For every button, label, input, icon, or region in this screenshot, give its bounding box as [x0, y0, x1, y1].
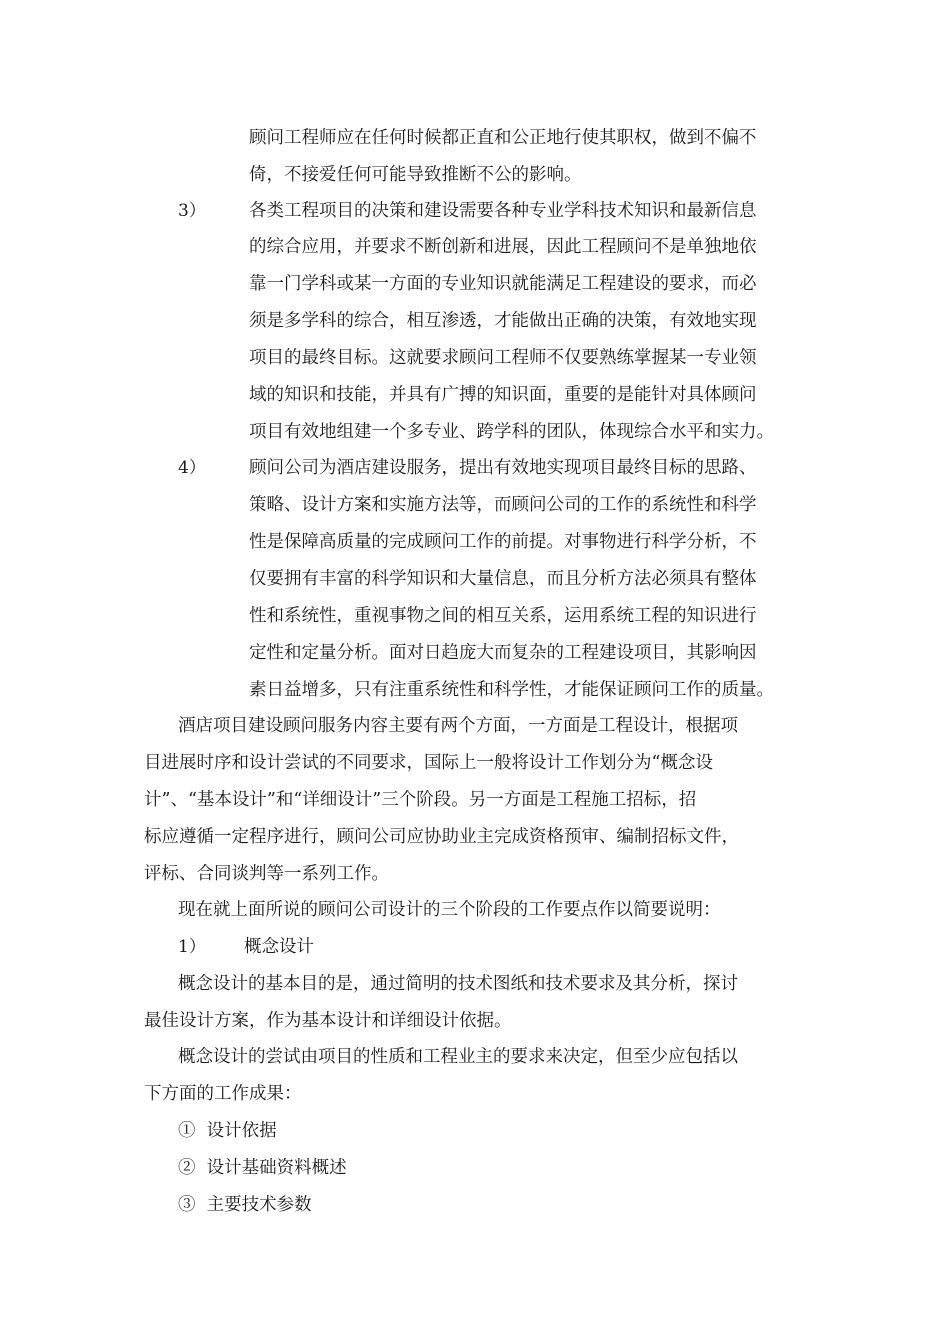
item3-line: 项目有效地组建一个多专业、跨学科的团队，体现综合水平和实力。 — [249, 422, 774, 442]
item4-line: 性是保障高质量的完成顾问工作的前提。对事物进行科学分析，不 — [249, 532, 757, 552]
section1-number: 1） — [178, 937, 206, 957]
item4-line: 素日益增多，只有注重系统性和科学性，才能保证顾问工作的质量。 — [249, 680, 774, 700]
item4-line: 仅要拥有丰富的科学知识和大量信息，而且分析方法必须具有整体 — [249, 569, 757, 589]
item3-line: 的综合应用，并要求不断创新和进展，因此工程顾问不是单独地依 — [249, 237, 757, 257]
item4-line: 性和系统性，重视事物之间的相互关系，运用系统工程的知识进行 — [249, 606, 757, 626]
section1-title: 概念设计 — [244, 937, 314, 957]
item4-line: 定性和定量分析。面对日趋庞大而复杂的工程建设项目，其影响因 — [249, 643, 757, 663]
deliverable-item: ② 设计基础资料概述 — [178, 1158, 347, 1178]
concept-scope-line: 下方面的工作成果： — [144, 1084, 302, 1104]
intro-sentence: 现在就上面所说的顾问公司设计的三个阶段的工作要点作以简要说明： — [178, 900, 721, 920]
item3-number: 3） — [178, 201, 206, 221]
services-paragraph-line: 酒店项目建设顾问服务内容主要有两个方面，一方面是工程设计，根据项 — [178, 716, 738, 736]
item4-number: 4） — [178, 458, 206, 478]
item3-line: 须是多学科的综合，相互渗透，才能做出正确的决策，有效地实现 — [249, 311, 757, 331]
concept-scope-line: 概念设计的尝试由项目的性质和工程业主的要求来决定，但至少应包括以 — [178, 1047, 738, 1067]
item3-line: 靠一门学科或某一方面的专业知识就能满足工程建设的要求，而必 — [249, 274, 757, 294]
item2-line: 倚，不接爱任何可能导致推断不公的影响。 — [249, 165, 582, 185]
services-paragraph-line: 评标、合同谈判等一系列工作。 — [144, 864, 389, 884]
services-paragraph-line: 标应遵循一定程序进行，顾问公司应协助业主完成资格预审、编制招标文件， — [144, 827, 739, 847]
deliverable-item: ③ 主要技术参数 — [178, 1195, 312, 1215]
item3-line: 各类工程项目的决策和建设需要各种专业学科技术知识和最新信息 — [249, 201, 757, 221]
item3-line: 项目的最终目标。这就要求顾问工程师不仅要熟练掌握某一专业领 — [249, 348, 757, 368]
services-paragraph-line: 目进展时序和设计尝试的不同要求，国际上一般将设计工作划分为“概念设 — [144, 753, 713, 773]
item3-line: 域的知识和技能，并具有广搏的知识面，重要的是能针对具体顾问 — [249, 385, 757, 405]
concept-goal-line: 最佳设计方案，作为基本设计和详细设计依据。 — [144, 1011, 512, 1031]
item4-line: 策略、设计方案和实施方法等，而顾问公司的工作的系统性和科学 — [249, 495, 757, 515]
concept-goal-line: 概念设计的基本目的是，通过简明的技术图纸和技术要求及其分析，探讨 — [178, 974, 738, 994]
services-paragraph-line: 计”、“基本设计”和“详细设计”三个阶段。另一方面是工程施工招标，招 — [144, 790, 697, 810]
item4-line: 顾问公司为酒店建设服务，提出有效地实现项目最终目标的思路、 — [249, 458, 757, 478]
item2-line: 顾问工程师应在任何时候都正直和公正地行使其职权，做到不偏不 — [249, 128, 757, 148]
deliverable-item: ① 设计依据 — [178, 1121, 277, 1141]
